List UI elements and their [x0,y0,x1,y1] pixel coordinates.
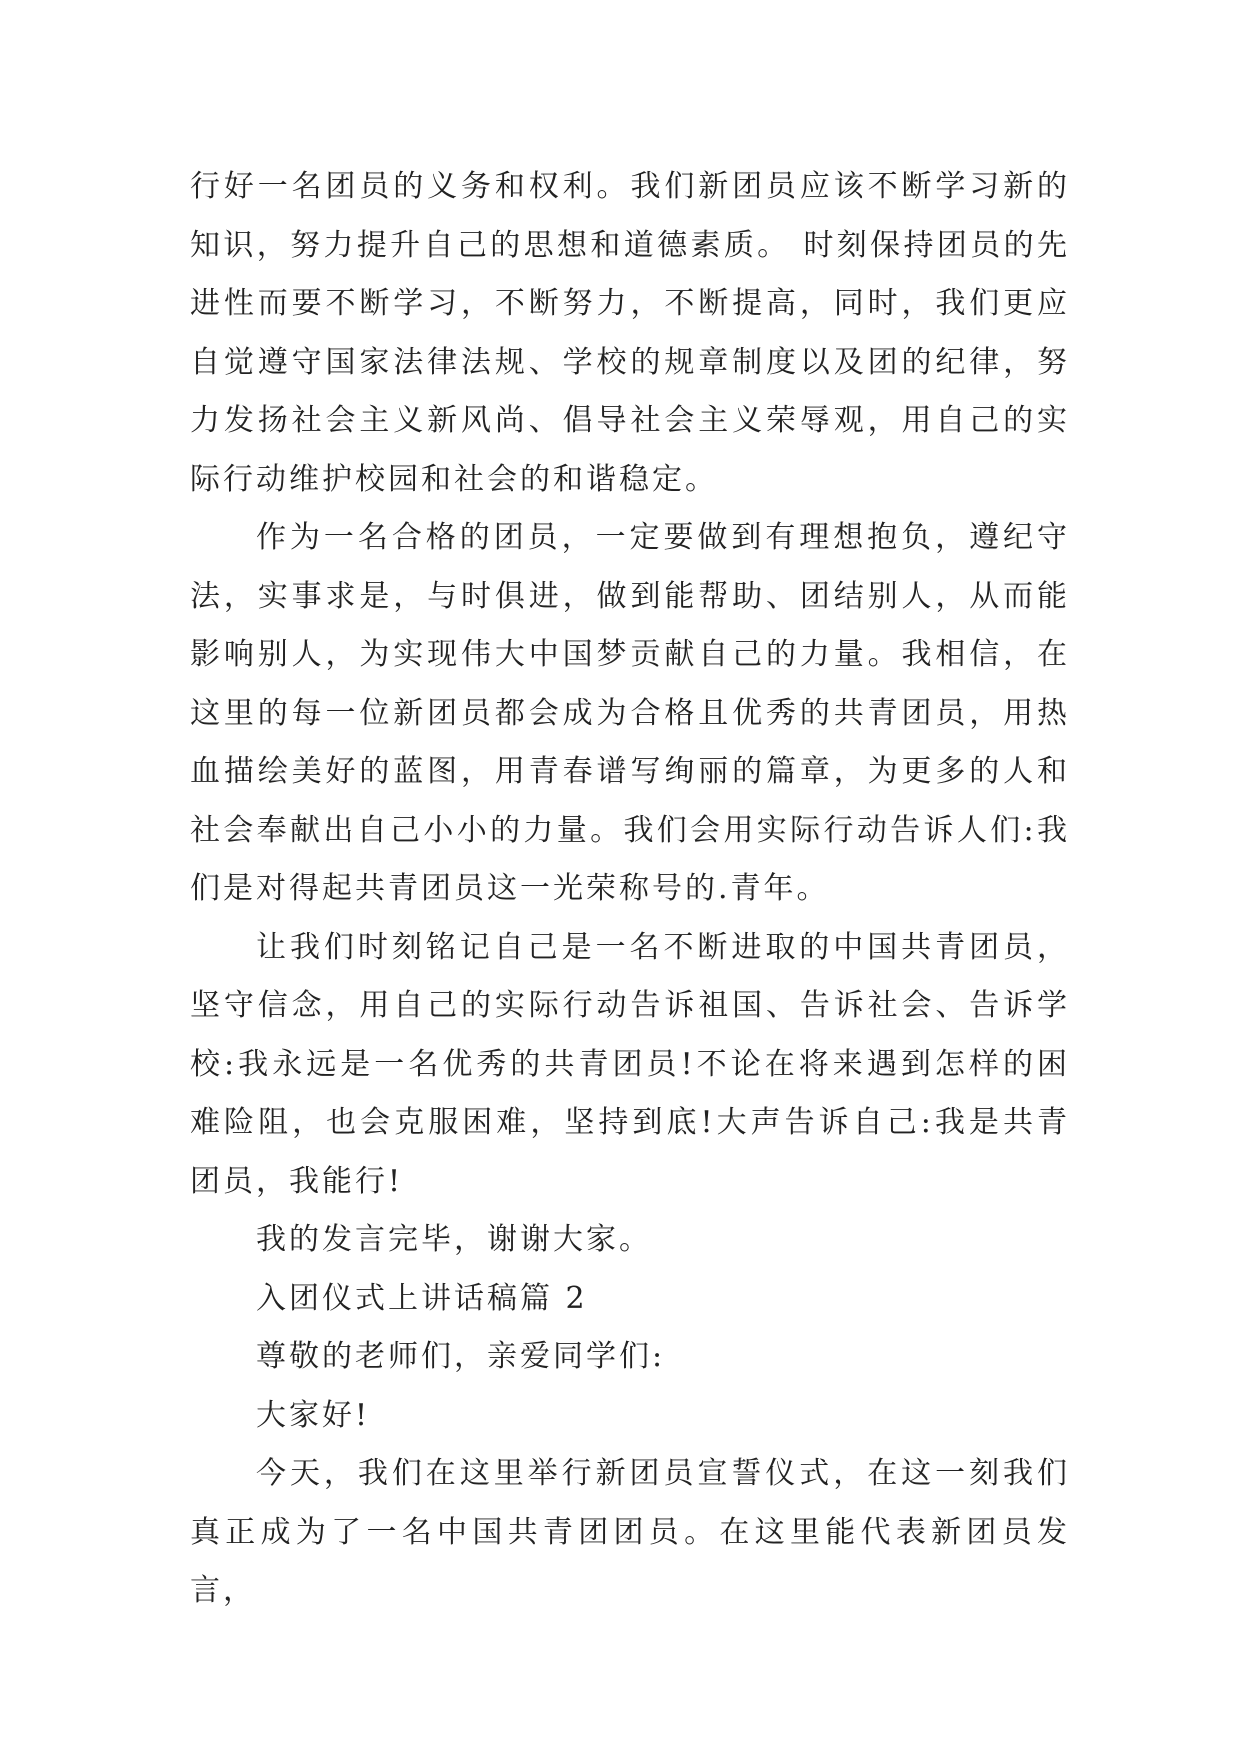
paragraph: 今天，我们在这里举行新团员宣誓仪式，在这一刻我们真正成为了一名中国共青团团员。在这里能代表新团员发言， [190,1456,1070,1608]
greeting: 大家好! [256,1397,371,1433]
paragraph: 作为一名合格的团员，一定要做到有理想抱负，遵纪守法，实事求是，与时俱进，做到能帮助、团结别人，从而能影响别人，为实现伟大中国梦贡献自己的力量。我相信，在这里的每一位新团员都会成为合格且优秀的共青团员，用热血描绘美好的蓝图，用青春谱写绚丽的篇章，为更多的人和社会奉献出自己小小的力量。我们会用实际行动告诉人们:我们是对得起共青团员这一光荣称号的.青年。 [190,520,1070,906]
document-body [190,158,1070,1621]
section-heading: 入团仪式上讲话稿篇 2 [256,1280,588,1316]
paragraph: 让我们时刻铭记自己是一名不断进取的中国共青团员，坚守信念，用自己的实际行动告诉祖国、告诉社会、告诉学校:我永远是一名优秀的共青团员!不论在将来遇到怎样的困难险阻，也会克服困难，坚持到底!大声告诉自己:我是共青团员，我能行! [190,929,1070,1199]
closing-line: 我的发言完毕，谢谢大家。 [256,1222,652,1257]
paragraph: 行好一名团员的义务和权利。我们新团员应该不断学习新的知识，努力提升自己的思想和道德素质。 时刻保持团员的先进性而要不断学习，不断努力，不断提高，同时，我们更应自觉遵守国家法律法规、学校的规章制度以及团的纪律，努力发扬社会主义新风尚、倡导社会主义荣辱观，用自己的实际行动维护校园和社会的和谐稳定。 [190,169,1070,497]
salutation: 尊敬的老师们，亲爱同学们: [256,1339,666,1374]
